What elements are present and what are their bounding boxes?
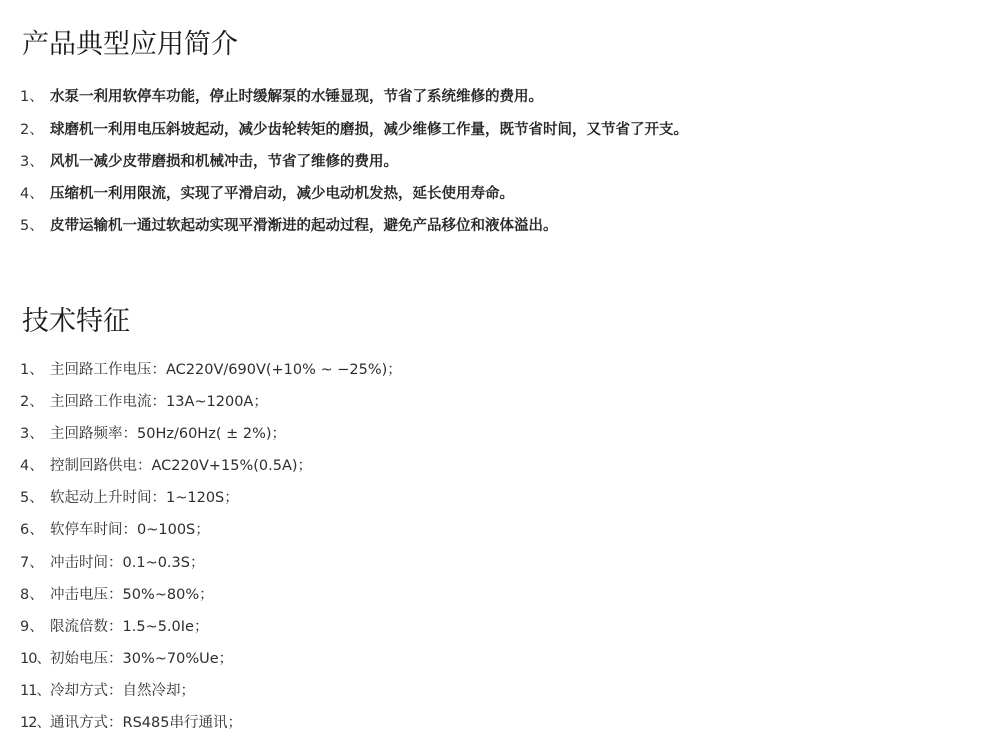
item-number: 5、	[20, 490, 44, 506]
item-text: 软停车时间：0~100S；	[50, 522, 210, 538]
list-item	[20, 90, 543, 105]
item-number: 10、	[20, 651, 50, 667]
item-number: 6、	[20, 522, 44, 538]
item-text: 冲击时间：0.1~0.3S；	[50, 555, 205, 571]
item-number: 7、	[20, 555, 44, 571]
item-text: 皮带运输机一通过软起动实现平滑渐进的起动过程，避免产品移位和液体溢出。	[50, 218, 558, 234]
item-text: 风机一减少皮带磨损和机械冲击，节省了维修的费用。	[50, 154, 398, 170]
item-number: 8、	[20, 587, 44, 603]
item-number: 2、	[20, 394, 44, 410]
item-number: 3、	[20, 154, 44, 170]
item-text: 冷却方式：自然冷却；	[50, 683, 195, 699]
item-text: 水泵一利用软停车功能，停止时缓解泵的水锤显现，节省了系统维修的费用。	[50, 89, 543, 105]
list-item	[20, 187, 514, 202]
list-item	[20, 556, 204, 571]
item-text: 软起动上升时间：1~120S；	[50, 490, 239, 506]
item-number: 2、	[20, 122, 44, 138]
list-item	[20, 459, 312, 474]
item-number: 4、	[20, 458, 44, 474]
list-item	[20, 395, 268, 410]
item-number: 3、	[20, 426, 44, 442]
item-number: 11、	[20, 683, 50, 699]
item-number: 9、	[20, 619, 44, 635]
list-item	[20, 491, 239, 506]
list-item	[20, 219, 558, 234]
list-item	[20, 652, 233, 667]
item-number: 4、	[20, 186, 44, 202]
item-text: 控制回路供电：AC220V+15%(0.5A)；	[50, 458, 313, 474]
list-item	[20, 716, 242, 731]
list-item	[20, 123, 688, 138]
item-text: 球磨机一利用电压斜坡起动，减少齿轮转矩的磨损，减少维修工作量，既节省时间，又节省了开支。	[50, 122, 688, 138]
item-number: 1、	[20, 89, 44, 105]
list-item	[20, 427, 286, 442]
section-title-applications: 产品典型应用简介	[22, 29, 238, 60]
item-text: 限流倍数：1.5~5.0Ie；	[50, 619, 209, 635]
list-item	[20, 363, 402, 378]
item-number: 12、	[20, 715, 50, 731]
list-item	[20, 523, 210, 538]
item-text: 主回路工作电压：AC220V/690V(+10% ~ −25%)；	[50, 362, 402, 378]
list-item	[20, 684, 195, 699]
item-number: 5、	[20, 218, 44, 234]
item-text: 主回路工作电流：13A~1200A；	[50, 394, 268, 410]
list-item	[20, 155, 398, 170]
item-text: 冲击电压：50%~80%；	[50, 587, 214, 603]
item-text: 压缩机一利用限流，实现了平滑启动，减少电动机发热，延长使用寿命。	[50, 186, 514, 202]
section-title-features: 技术特征	[22, 306, 130, 337]
item-text: 初始电压：30%~70%Ue；	[50, 651, 234, 667]
item-text: 主回路频率：50Hz/60Hz( ± 2%)；	[50, 426, 286, 442]
list-item	[20, 588, 214, 603]
item-text: 通讯方式：RS485串行通讯；	[50, 715, 242, 731]
item-number: 1、	[20, 362, 44, 378]
list-item	[20, 620, 208, 635]
